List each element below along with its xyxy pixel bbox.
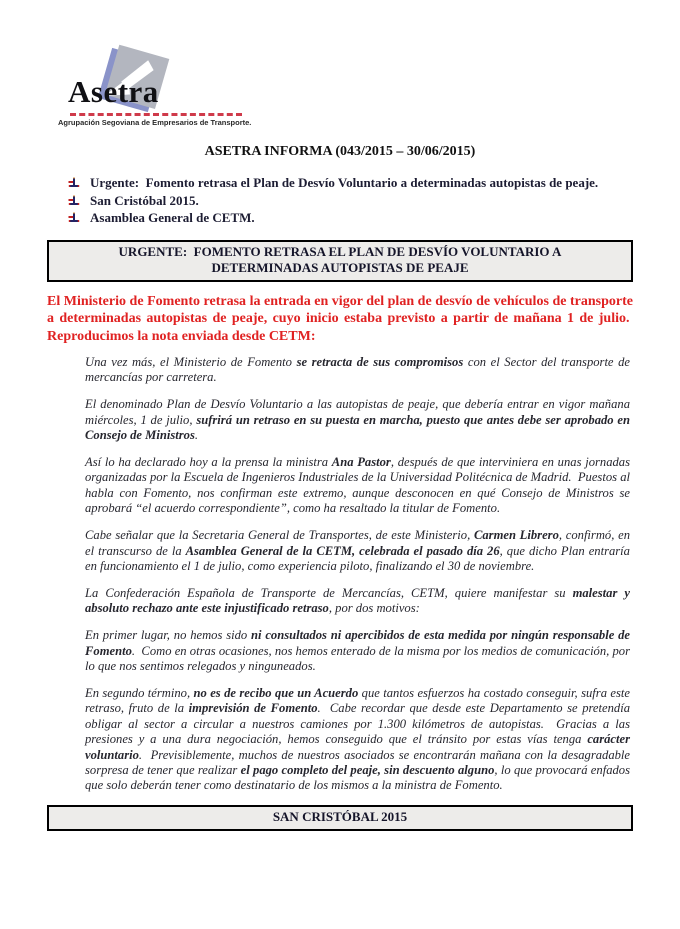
document-page <box>0 52 680 831</box>
asetra-logo <box>58 52 288 128</box>
note-paragraph: Cabe señalar que la Secretaria General de Transportes, de este Ministerio, Carmen Librero, confirmó, en el transcurso de la Asamblea General de la CETM, celebrada el pasado día 26, que dicho Plan entraría en funcionamiento el 1 de julio, como experiencia piloto, finalizando el 30 de noviembre. <box>85 528 630 573</box>
logo-tagline: Agrupación Segoviana de Empresarios de Transporte. <box>58 118 252 127</box>
note-paragraph: En primer lugar, no hemos sido ni consultados ni apercibidos de esta medida por ningún responsable de Fomento. Como en otras ocasiones, nos hemos enterado de la misma por los medios de comunicación, por lo que nos sentimos relegados y ninguneados. <box>85 628 630 673</box>
section-box-san-cristobal-title: SAN CRISTÓBAL 2015 <box>272 809 408 825</box>
logo-dashed-rule <box>70 113 242 116</box>
page-title: ASETRA INFORMA (043/2015 – 30/06/2015) <box>204 144 476 159</box>
summary-item <box>68 175 633 192</box>
section-box-urgente <box>47 240 633 282</box>
summary-list <box>0 175 680 227</box>
summary-item <box>68 210 633 227</box>
summary-item-label: Asamblea General de CETM. <box>90 210 255 225</box>
section-box-urgente-title: URGENTE: FOMENTO RETRASA EL PLAN DE DESVÍO VOLUNTARIO A DETERMINADAS AUTOPISTAS DE PEAJE <box>118 243 562 275</box>
note-paragraph: Una vez más, el Ministerio de Fomento se retracta de sus compromisos con el Sector del transporte de mercancías por carretera. <box>85 355 631 385</box>
note-paragraph: El denominado Plan de Desvío Voluntario a las autopistas de peaje, que debería entrar en vigor mañana miércoles, 1 de julio, sufrirá un retraso en su puesta en marcha, puesto que antes debe ser aprobado en Consejo de Ministros. <box>85 397 630 443</box>
note-paragraph: Así lo ha declarado hoy a la prensa la ministra Ana Pastor, después de que interviniera en unas jornadas organizadas por la Escuela de Ingenieros Industriales de la Universidad Politécnica de Madrid. Puestos al habla con Fomento, nos confirman este extremo, aunque desconocen en qué Consejo de Ministros se aprobará “el acuerdo correspondiente”, como ha resaltado la titular de Fomento. <box>85 455 630 516</box>
logo-wordmark: Asetra <box>68 74 159 109</box>
summary-item-label: San Cristóbal 2015. <box>90 192 199 208</box>
summary-item <box>68 193 633 210</box>
bullet-icon <box>68 195 80 207</box>
section-box-san-cristobal <box>47 805 633 831</box>
bullet-icon <box>68 177 80 189</box>
bullet-icon <box>68 212 80 224</box>
note-paragraph: La Confederación Española de Transporte de Mercancías, CETM, quiere manifestar su malestar y absoluto rechazo ante este injustificado retraso, por dos motivos: <box>85 585 630 616</box>
summary-item-label: Urgente: Fomento retrasa el Plan de Desvío Voluntario a determinadas autopistas de peaje. <box>90 175 599 190</box>
note-paragraphs <box>85 355 630 794</box>
note-paragraph: En segundo término, no es de recibo que un Acuerdo que tantos esfuerzos ha costado conseguir, sufra este retraso, fruto de la imprevisión de Fomento. Cabe recordar que desde este Departamento se pretendía obligar al sector a circular a nuestros camiones por 1.300 kilómetros de autopistas. Gracias a las presiones y a una dura negociación, hemos conseguido que el tránsito por estas vías tenga carácter voluntario. Previsiblemente, muchos de nuestros asociados se encontrarán mañana con la desagradable sorpresa de tener que realizar el pago completo del peaje, sin descuento alguno, lo que provocará enfados que solo deberán tener como destinatario de los mismos a la ministra de Fomento. <box>85 685 630 793</box>
lead-paragraph: El Ministerio de Fomento retrasa la entrada en vigor del plan de desvío de vehículos de transporte a determinadas autopistas de peaje, cuyo inicio estaba previsto a partir de mañana 1 de julio. Reproducimos la nota enviada desde CETM: <box>47 293 633 344</box>
